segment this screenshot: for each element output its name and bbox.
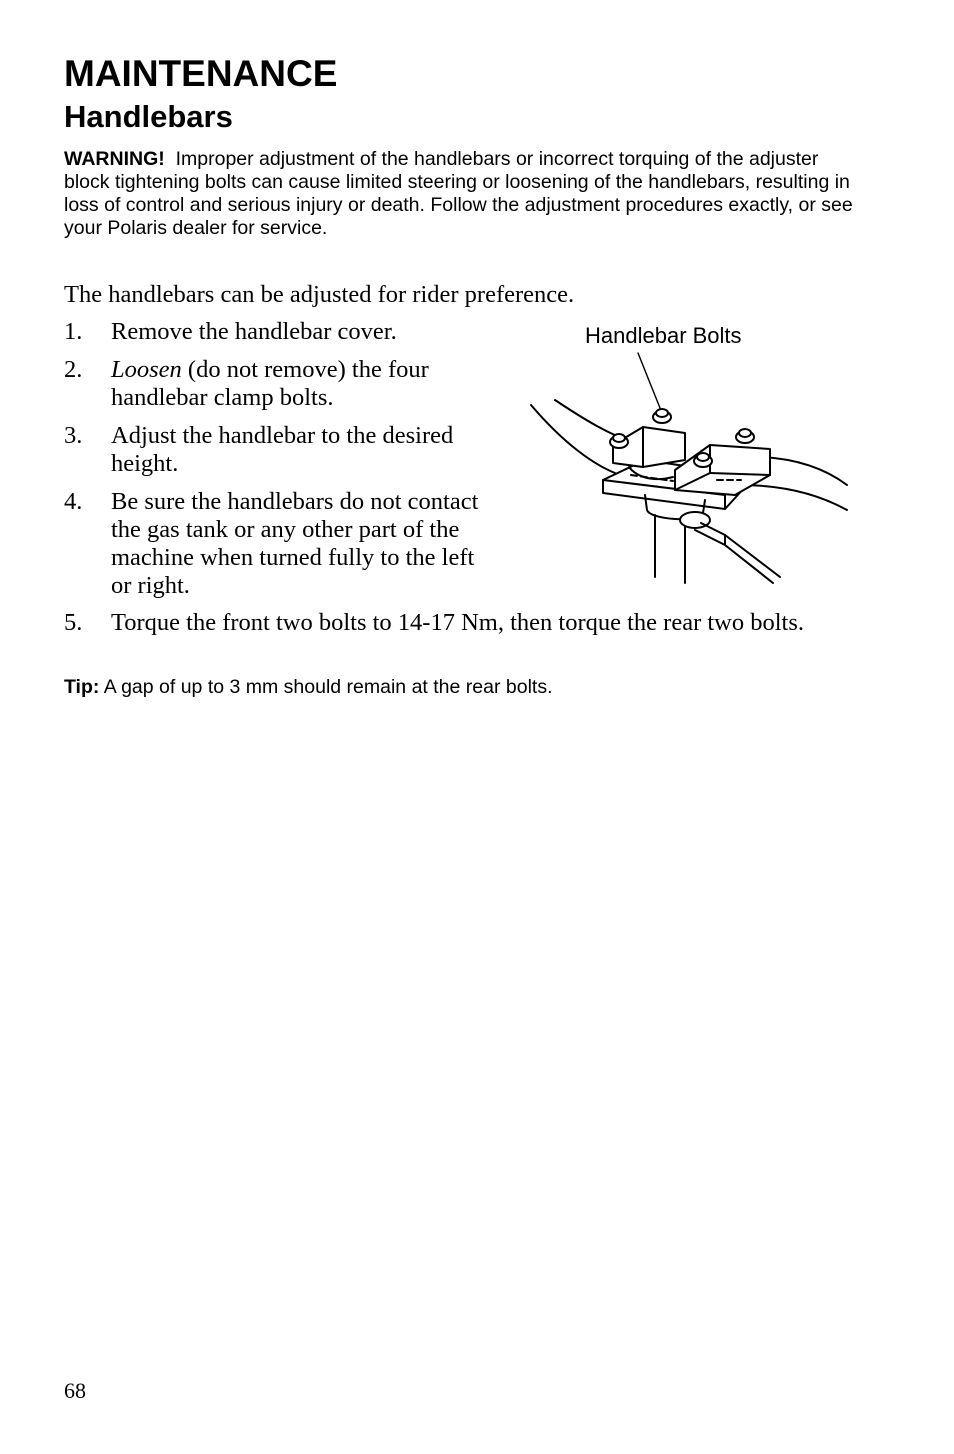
handlebar-clamp-illustration	[525, 345, 855, 585]
step-emphasis: Loosen	[111, 356, 182, 383]
step-4	[64, 488, 494, 600]
step-text: Torque the front two bolts to 14-17 Nm, then torque the rear two bolts.	[111, 609, 804, 636]
tip-text: A gap of up to 3 mm should remain at the rear bolts.	[103, 676, 553, 698]
intro-paragraph: The handlebars can be adjusted for rider preference.	[64, 281, 575, 308]
leader-line	[638, 353, 662, 413]
warning-text: Improper adjustment of the handlebars or incorrect torquing of the adjuster block tightening bolts can cause limited steering or loosening of the handlebars, resulting in loss of control and serious injury or death. Follow the adjustment procedures exactly, or see your Polaris dealer for service.	[64, 148, 853, 239]
right-handlebar-tube	[740, 485, 847, 510]
step-number: 4.	[64, 488, 83, 515]
page-number: 68	[64, 1378, 86, 1403]
warning-label: WARNING!	[64, 148, 165, 170]
step-number: 3.	[64, 422, 83, 449]
step-text: (do not remove) the four handlebar clamp bolts.	[111, 356, 429, 411]
step-3	[64, 422, 464, 478]
step-text: Be sure the handlebars do not contact the gas tank or any other part of the machine when turned fully to the left or right.	[111, 488, 479, 599]
front-clamp-block	[675, 445, 770, 495]
left-handlebar-tube	[531, 405, 615, 473]
warning-notice	[64, 148, 864, 240]
step-text: Adjust the handlebar to the desired height.	[111, 422, 454, 477]
subsection-title: Handlebars	[64, 99, 233, 134]
step-text: Remove the handlebar cover.	[111, 318, 397, 345]
step-number: 5.	[64, 609, 83, 636]
step-number: 2.	[64, 356, 83, 383]
step-5	[64, 609, 844, 637]
step-2	[64, 356, 484, 412]
section-title: MAINTENANCE	[64, 53, 338, 94]
tip-note	[64, 675, 552, 699]
tip-label: Tip:	[64, 676, 100, 698]
step-1	[64, 318, 484, 346]
step-number: 1.	[64, 318, 83, 345]
figure-label: Handlebar Bolts	[585, 323, 742, 348]
